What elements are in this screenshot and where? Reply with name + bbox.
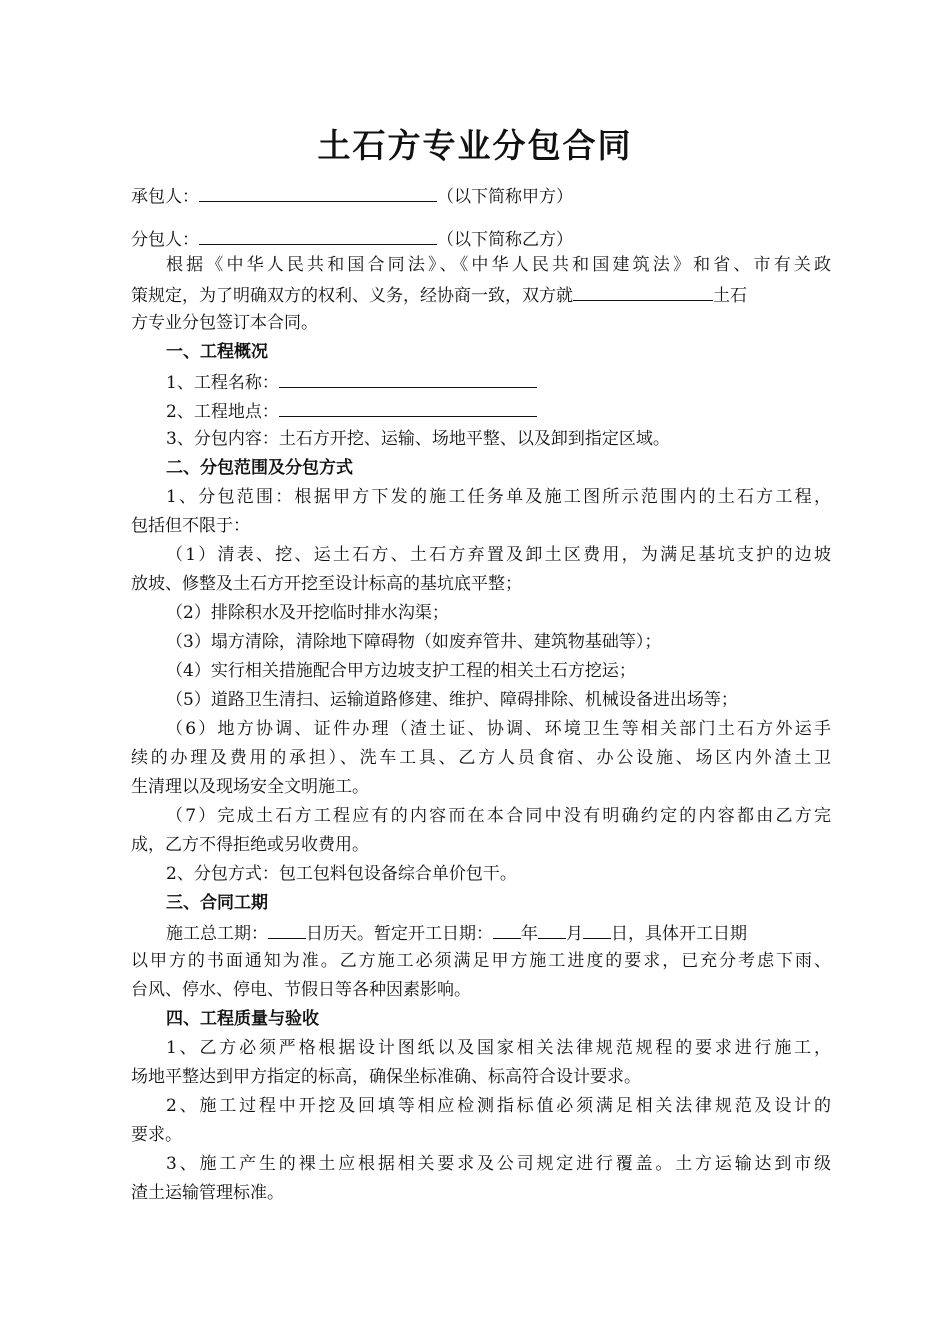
project-name-field[interactable] bbox=[279, 370, 537, 388]
subcontractor-label: 分包人： bbox=[131, 230, 199, 250]
start-month-field[interactable] bbox=[538, 921, 566, 939]
project-location-field[interactable] bbox=[279, 399, 537, 417]
item-4: （4）实行相关措施配合甲方边坡支护工程的相关土石方挖运； bbox=[166, 661, 636, 681]
intro-line-2 bbox=[131, 283, 831, 307]
schedule-line-3: 台风、停水、停电、节假日等各种因素影响。 bbox=[131, 980, 471, 1000]
contractor-line bbox=[131, 184, 831, 208]
quality-1-line-2: 场地平整达到甲方指定的标高，确保坐标准确、标高符合设计要求。 bbox=[131, 1067, 641, 1087]
project-location-label: 2、工程地点： bbox=[166, 402, 279, 422]
item-1-line-2: 放坡、修整及土石方开挖至设计标高的基坑底平整； bbox=[131, 574, 522, 594]
subcontractor-line bbox=[131, 227, 831, 251]
scope-line-2: 包括但不限于： bbox=[131, 516, 250, 536]
total-days-field[interactable] bbox=[268, 921, 306, 939]
project-location-line bbox=[166, 399, 831, 423]
start-year-field[interactable] bbox=[493, 921, 521, 939]
section-4-heading: 四、工程质量与验收 bbox=[166, 1009, 319, 1029]
total-duration-label: 施工总工期： bbox=[166, 924, 268, 944]
project-name-line bbox=[166, 370, 831, 394]
year-label: 年 bbox=[521, 924, 538, 944]
quality-2-line-1: 2、施工过程中开挖及回填等相应检测指标值必须满足相关法律规范及设计的 bbox=[166, 1096, 831, 1116]
quality-3-line-2: 渣土运输管理标准。 bbox=[131, 1183, 284, 1203]
day-label: 日，具体开工日期 bbox=[611, 924, 747, 944]
subcontractor-note: （以下简称乙方） bbox=[437, 230, 573, 250]
item-1-line-1: （1）清表、挖、运土石方、土石方弃置及卸土区费用，为满足基坑支护的边坡 bbox=[166, 545, 831, 565]
section-1-heading: 一、工程概况 bbox=[166, 342, 268, 362]
item-5: （5）道路卫生清扫、运输道路修建、维护、障碍排除、机械设备进出场等； bbox=[166, 690, 738, 710]
quality-1-line-1: 1、乙方必须严格根据设计图纸以及国家相关法律规范规程的要求进行施工， bbox=[166, 1038, 831, 1058]
item-2: （2）排除积水及开挖临时排水沟渠； bbox=[166, 603, 449, 623]
intro-line-3: 方专业分包签订本合同。 bbox=[131, 313, 318, 333]
month-label: 月 bbox=[566, 924, 583, 944]
contractor-label: 承包人： bbox=[131, 187, 199, 207]
intro-line-2a: 策规定，为了明确双方的权利、义务，经协商一致，双方就 bbox=[131, 286, 573, 306]
document-title: 土石方专业分包合同 bbox=[317, 126, 633, 165]
start-day-field[interactable] bbox=[583, 921, 611, 939]
schedule-line-1 bbox=[166, 921, 831, 945]
contractor-note: （以下简称甲方） bbox=[437, 187, 573, 207]
intro-line-1: 根据《中华人民共和国合同法》、《中华人民共和国建筑法》和省、市有关政 bbox=[166, 255, 831, 275]
quality-3-line-1: 3、施工产生的裸土应根据相关要求及公司规定进行覆盖。土方运输达到市级 bbox=[166, 1154, 831, 1174]
item-7-line-2: 成，乙方不得拒绝或另收费用。 bbox=[131, 835, 369, 855]
section-2-heading: 二、分包范围及分包方式 bbox=[166, 458, 353, 478]
quality-2-line-2: 要求。 bbox=[131, 1125, 182, 1145]
item-7-line-1: （7）完成土石方工程应有的内容而在本合同中没有明确约定的内容都由乙方完 bbox=[166, 806, 831, 826]
item-3: （3）塌方清除，清除地下障碍物（如废弃管井、建筑物基础等）； bbox=[166, 632, 662, 652]
project-name-blank[interactable] bbox=[573, 283, 713, 301]
item-6-line-2: 续的办理及费用的承担）、洗车工具、乙方人员食宿、办公设施、场区内外渣土卫 bbox=[131, 748, 831, 768]
schedule-line-2: 以甲方的书面通知为准。乙方施工必须满足甲方施工进度的要求，已充分考虑下雨、 bbox=[131, 951, 831, 971]
item-6-line-1: （6）地方协调、证件办理（渣土证、协调、环境卫生等相关部门土石方外运手 bbox=[166, 719, 831, 739]
section-3-heading: 三、合同工期 bbox=[166, 893, 268, 913]
intro-line-2b: 土石 bbox=[713, 286, 747, 306]
start-date-label: 日历天。暂定开工日期： bbox=[306, 924, 493, 944]
scope-line-1: 1、分包范围：根据甲方下发的施工任务单及施工图所示范围内的土石方工程， bbox=[166, 487, 831, 507]
subcontract-method: 2、分包方式：包工包料包设备综合单价包干。 bbox=[166, 864, 517, 884]
item-6-line-3: 生清理以及现场安全文明施工。 bbox=[131, 777, 369, 797]
contractor-blank[interactable] bbox=[199, 184, 437, 202]
subcontractor-blank[interactable] bbox=[199, 227, 437, 245]
project-name-label: 1、工程名称： bbox=[166, 373, 279, 393]
subcontract-content: 3、分包内容：土石方开挖、运输、场地平整、以及卸到指定区域。 bbox=[166, 429, 670, 449]
